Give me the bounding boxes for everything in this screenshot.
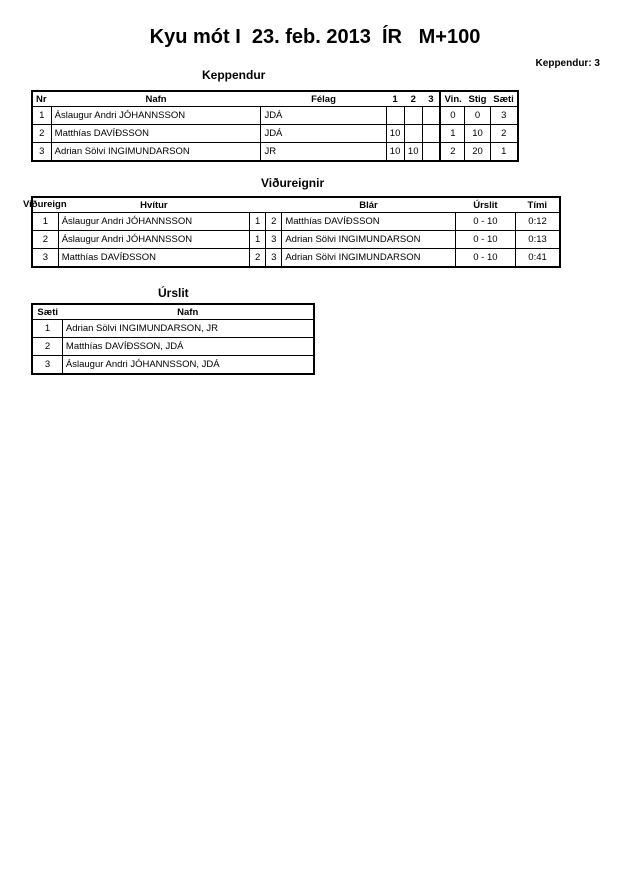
cell-round-2 — [404, 125, 422, 143]
cell-points: 20 — [465, 143, 490, 162]
cell-match-nr: 3 — [32, 249, 58, 268]
cell-place: 2 — [490, 125, 518, 143]
col-round-2: 2 — [404, 91, 422, 107]
cell-blue: Matthías DAVÍÐSSON — [282, 213, 455, 231]
col-white-nr — [250, 197, 266, 213]
competitors-heading: Keppendur — [202, 68, 266, 82]
cell-white: Áslaugur Andri JÓHANNSSON — [58, 213, 249, 231]
col-nr: Nr — [32, 91, 51, 107]
results-heading: Úrslit — [158, 286, 189, 300]
col-place: Sæti — [490, 91, 518, 107]
cell-points: 0 — [465, 107, 490, 125]
cell-white: Matthías DAVÍÐSSON — [58, 249, 249, 268]
cell-name: Matthías DAVÍÐSSON, JDÁ — [62, 338, 314, 356]
cell-round-2 — [404, 107, 422, 125]
cell-white: Áslaugur Andri JÓHANNSSON — [58, 231, 249, 249]
cell-wins: 2 — [440, 143, 464, 162]
col-match — [23, 197, 67, 213]
cell-result: 0 - 10 — [455, 231, 515, 249]
table-row — [32, 125, 518, 143]
table-row — [32, 356, 314, 375]
cell-round-3 — [422, 125, 440, 143]
cell-nr: 3 — [32, 143, 51, 162]
cell-blue: Adrian Sölvi INGIMUNDARSON — [282, 231, 455, 249]
page-title: Kyu mót I 23. feb. 2013 ÍR M+100 — [149, 26, 481, 48]
cell-white-nr: 1 — [250, 231, 266, 249]
cell-place: 3 — [32, 356, 62, 375]
cell-place: 1 — [32, 320, 62, 338]
cell-blue-nr: 3 — [266, 249, 282, 268]
cell-name: Adrian Sölvi INGIMUNDARSON — [51, 143, 261, 162]
competitor-count: Keppendur: 3 — [535, 58, 600, 69]
cell-white-nr: 2 — [250, 249, 266, 268]
cell-time: 0:41 — [516, 249, 560, 268]
cell-points: 10 — [465, 125, 490, 143]
col-wins: Vin. — [440, 91, 464, 107]
cell-round-1: 10 — [386, 143, 404, 162]
table-row — [32, 320, 314, 338]
col-white: Hvítur — [58, 197, 249, 213]
col-points: Stig — [465, 91, 490, 107]
cell-round-3 — [422, 143, 440, 162]
results-header-row — [32, 304, 314, 320]
cell-result: 0 - 10 — [455, 213, 515, 231]
matches-table — [23, 196, 561, 268]
cell-round-3 — [422, 107, 440, 125]
col-result: Úrslit — [455, 197, 515, 213]
cell-nr: 2 — [32, 125, 51, 143]
results-table — [31, 303, 315, 375]
table-row — [32, 231, 560, 249]
cell-time: 0:12 — [516, 213, 560, 231]
cell-blue-nr: 3 — [266, 231, 282, 249]
cell-club: JDÁ — [261, 125, 386, 143]
col-blue-nr — [266, 197, 282, 213]
cell-club: JDÁ — [261, 107, 386, 125]
cell-wins: 0 — [440, 107, 464, 125]
cell-place: 2 — [32, 338, 62, 356]
cell-round-1: 10 — [386, 125, 404, 143]
matches-header-row — [32, 197, 560, 213]
cell-round-1 — [386, 107, 404, 125]
cell-result: 0 - 10 — [455, 249, 515, 268]
cell-wins: 1 — [440, 125, 464, 143]
matches-heading: Viðureignir — [261, 176, 325, 190]
cell-match-nr: 2 — [32, 231, 58, 249]
cell-name: Áslaugur Andri JÓHANNSSON — [51, 107, 261, 125]
table-row — [32, 213, 560, 231]
competitors-table — [31, 90, 519, 162]
cell-round-2: 10 — [404, 143, 422, 162]
col-round-1: 1 — [386, 91, 404, 107]
col-blue: Blár — [282, 197, 455, 213]
col-name: Nafn — [62, 304, 314, 320]
competitors-header-row — [32, 91, 518, 107]
cell-blue-nr: 2 — [266, 213, 282, 231]
table-row — [32, 338, 314, 356]
cell-club: JR — [261, 143, 386, 162]
col-club: Félag — [261, 91, 386, 107]
table-row — [32, 143, 518, 162]
col-name: Nafn — [51, 91, 261, 107]
cell-name: Matthías DAVÍÐSSON — [51, 125, 261, 143]
cell-name: Adrian Sölvi INGIMUNDARSON, JR — [62, 320, 314, 338]
table-row — [32, 107, 518, 125]
col-place: Sæti — [32, 304, 62, 320]
cell-white-nr: 1 — [250, 213, 266, 231]
cell-match-nr: 1 — [32, 213, 58, 231]
col-round-3: 3 — [422, 91, 440, 107]
cell-place: 1 — [490, 143, 518, 162]
cell-blue: Adrian Sölvi INGIMUNDARSON — [282, 249, 455, 268]
col-match-label: Viðureign — [23, 199, 67, 210]
table-row — [32, 249, 560, 268]
cell-time: 0:13 — [516, 231, 560, 249]
cell-place: 3 — [490, 107, 518, 125]
cell-nr: 1 — [32, 107, 51, 125]
col-time: Tími — [516, 197, 560, 213]
cell-name: Áslaugur Andri JÓHANNSSON, JDÁ — [62, 356, 314, 375]
